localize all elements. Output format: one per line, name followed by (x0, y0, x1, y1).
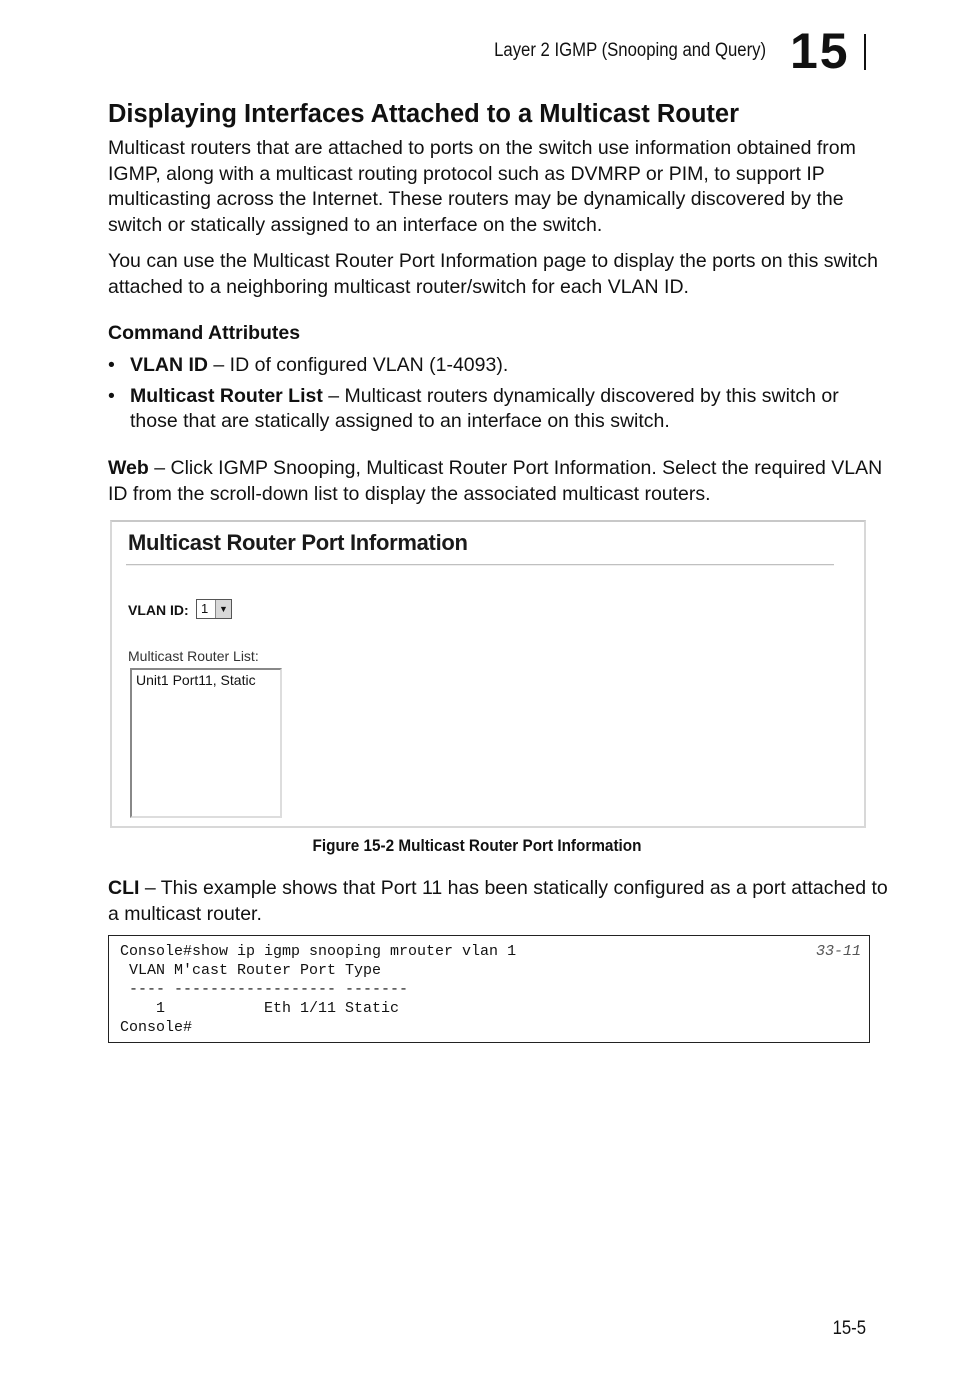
command-attributes-heading: Command Attributes (108, 322, 301, 344)
running-header: Layer 2 IGMP (Snooping and Query) (493, 40, 766, 61)
web-paragraph (108, 456, 888, 507)
attribute-desc: – Multicast routers dynamically discovered by this switch or those that are statically assigned to an interface on this switch. (130, 384, 839, 432)
web-text: – Click IGMP Snooping, Multicast Router Port Information. Select the required VLAN ID from the scroll-down list to display the associated multicast routers. (108, 457, 883, 505)
attribute-item-vlan-id (108, 353, 888, 379)
vlan-id-label: VLAN ID: (128, 602, 189, 618)
intro-paragraph: Multicast routers that are attached to ports on the switch use information obtained from IGMP, along with a multicast routing protocol such as DVMRP or PIM, to support IP multicasting across the Internet. These routers may be dynamically discovered by the switch or statically assigned to an interface on the switch. (108, 137, 856, 236)
cli-label: CLI (108, 877, 140, 899)
section-heading: Displaying Interfaces Attached to a Multicast Router (108, 100, 740, 128)
cli-text: – This example shows that Port 11 has been statically configured as a port attached to a multicast router. (108, 877, 888, 925)
list-item[interactable]: Unit1 Port11, Static (136, 672, 256, 688)
cli-code: Console#show ip igmp snooping mrouter vlan 1 VLAN M'cast Router Port Type ---- ------------------ ------- 1 Eth 1/11 Static Console# (120, 943, 517, 1036)
chapter-number: 15 (790, 23, 850, 79)
figure-caption: Figure 15-2 Multicast Router Port Information (312, 836, 642, 855)
attribute-item-router-list (108, 384, 888, 435)
router-list-label: Multicast Router List: (128, 648, 259, 664)
vlan-id-select[interactable] (196, 599, 232, 619)
bullet-icon: • (108, 354, 115, 376)
attribute-list (108, 353, 888, 440)
page-number: 15-5 (832, 1318, 866, 1339)
cli-paragraph (108, 876, 888, 927)
cli-code-block (108, 935, 870, 1043)
router-listbox[interactable] (130, 668, 282, 818)
web-label: Web (108, 457, 149, 479)
attribute-term: Multicast Router List (130, 384, 323, 407)
attribute-desc: – ID of configured VLAN (1-4093). (208, 354, 509, 376)
chapter-divider (864, 34, 866, 70)
figure-page-title: Multicast Router Port Information (128, 530, 468, 555)
figure-divider (126, 564, 834, 566)
attribute-term: VLAN ID (130, 354, 208, 376)
command-reference: 33-11 (815, 943, 861, 960)
bullet-icon: • (108, 384, 115, 407)
chevron-down-icon[interactable]: ▼ (215, 600, 231, 618)
figure-screenshot (110, 520, 866, 828)
usage-paragraph: You can use the Multicast Router Port Information page to display the ports on this switch attached to a neighboring multicast router/switch for each VLAN ID. (108, 250, 878, 298)
vlan-id-value: 1 (201, 601, 209, 616)
